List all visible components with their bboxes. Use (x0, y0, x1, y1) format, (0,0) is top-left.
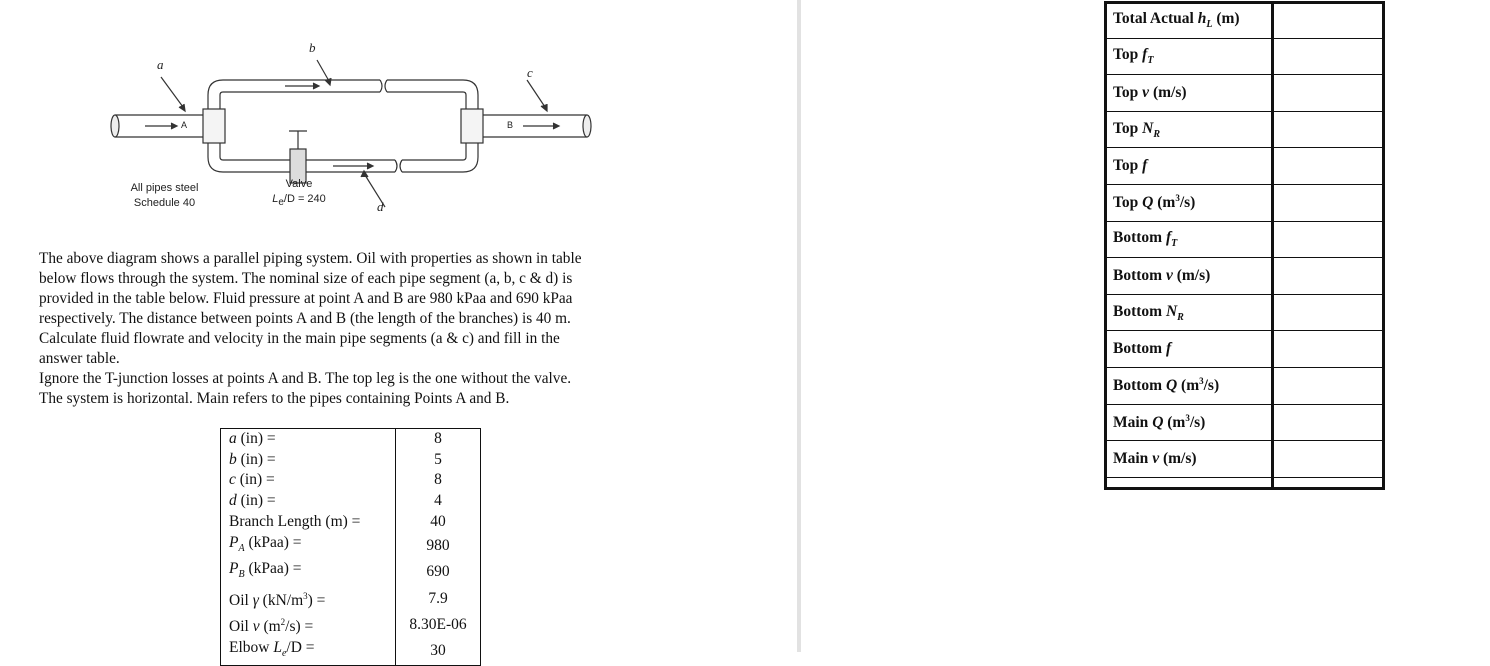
answer-row-top-v (1105, 75, 1385, 112)
given-value: 8 (396, 470, 481, 491)
answer-label: Main Q $(m^3/s)$ (1105, 404, 1274, 441)
given-row-branch-length (221, 512, 481, 533)
label-d: d (377, 199, 384, 214)
answer-row-top-nr (1105, 111, 1385, 148)
label-a: a (157, 57, 164, 72)
answer-table (1104, 1, 1385, 478)
given-row-b (221, 450, 481, 471)
p1-line: The above diagram shows a parallel piping system. Oil with properties as shown in table (39, 250, 582, 267)
label-c: c (527, 65, 533, 80)
answer-input-cell[interactable] (1274, 441, 1385, 478)
point-A: A (181, 120, 188, 130)
answer-input-cell[interactable] (1274, 404, 1385, 441)
answer-input-cell[interactable] (1274, 331, 1385, 368)
label-b: b (309, 40, 316, 55)
pipes-note-line1: All pipes steel (130, 182, 199, 194)
answer-row-bottom-q (1105, 367, 1385, 404)
answer-row-main-v (1105, 441, 1385, 478)
given-value: 30 (396, 638, 481, 665)
given-label: Elbow $L_e/D$ = (221, 638, 396, 665)
given-label: $P_A$ (kPaa) = (221, 533, 396, 560)
answer-row-top-ft (1105, 38, 1385, 75)
answer-label: Top v (m/s) (1105, 75, 1274, 112)
answer-row-bottom-ft (1105, 221, 1385, 258)
answer-input-cell[interactable] (1274, 294, 1385, 331)
given-label: c (in) = (221, 470, 396, 491)
given-value: 7.9 (396, 586, 481, 612)
p1-line: answer table. (39, 350, 120, 367)
answer-label: Top $N_R$ (1105, 111, 1274, 148)
given-value: 980 (396, 533, 481, 560)
pipes-note (117, 181, 212, 211)
given-label: Oil γ $(kN/m^3)$ = (221, 586, 396, 612)
answer-row-bottom-v (1105, 258, 1385, 295)
answer-row-total-hl (1105, 2, 1385, 39)
given-value: 690 (396, 559, 481, 586)
problem-paragraph-1 (39, 249, 667, 369)
given-value: 4 (396, 491, 481, 512)
answer-row-main-q (1105, 404, 1385, 441)
answer-input-cell[interactable] (1274, 184, 1385, 221)
given-label: Oil ν $(m^2/s)$ = (221, 612, 396, 638)
answer-input-cell[interactable] (1274, 111, 1385, 148)
p1-line: provided in the table below. Fluid pressure at point A and B are 980 kPaa and 690 kPaa (39, 290, 573, 307)
piping-diagram (95, 25, 625, 230)
answer-label: Main v (m/s) (1105, 441, 1274, 478)
p2-line: Ignore the T-junction losses at points A and B. The top leg is the one without the valve. (39, 370, 572, 387)
answer-input-cell[interactable] (1274, 75, 1385, 112)
p1-line: below flows through the system. The nominal size of each pipe segment (a, b, c & d) is (39, 270, 573, 287)
given-label: Branch Length (m) = (221, 512, 396, 533)
answer-input-cell[interactable] (1274, 221, 1385, 258)
answer-label: Bottom f (1105, 331, 1274, 368)
answer-label: Bottom v (m/s) (1105, 258, 1274, 295)
given-value: 8.30E-06 (396, 612, 481, 638)
valve-note (257, 177, 341, 210)
given-row-a (221, 429, 481, 450)
given-row-pb (221, 559, 481, 586)
given-row-elbow (221, 638, 481, 665)
answer-label: Top f (1105, 148, 1274, 185)
valve-note-line1: Valve (285, 178, 313, 190)
answer-row-top-q (1105, 184, 1385, 221)
answer-label: Top $f_T$ (1105, 38, 1274, 75)
given-label: b (in) = (221, 450, 396, 471)
answer-row-bottom-f (1105, 331, 1385, 368)
problem-paragraph-2 (39, 369, 667, 409)
answer-input-cell[interactable] (1274, 258, 1385, 295)
answer-input-cell[interactable] (1274, 2, 1385, 39)
answer-input-cell[interactable] (1274, 367, 1385, 404)
pipes-note-line2: Schedule 40 (133, 197, 196, 209)
answer-label: Total Actual $h_L$ (m) (1105, 2, 1274, 39)
answer-label: Bottom Q $(m^3/s)$ (1105, 367, 1274, 404)
given-label: d (in) = (221, 491, 396, 512)
given-value: 8 (396, 429, 481, 450)
given-row-nu (221, 612, 481, 638)
p2-line: The system is horizontal. Main refers to the pipes containing Points A and B. (39, 390, 510, 407)
answer-label: Bottom $N_R$ (1105, 294, 1274, 331)
point-B: B (507, 120, 514, 130)
given-label: $P_B$ (kPaa) = (221, 559, 396, 586)
given-row-d (221, 491, 481, 512)
given-label: a (in) = (221, 429, 396, 450)
given-row-c (221, 470, 481, 491)
answer-label: Top Q $(m^3/s)$ (1105, 184, 1274, 221)
given-value: 5 (396, 450, 481, 471)
answer-row-top-f (1105, 148, 1385, 185)
p1-line: respectively. The distance between points A and B (the length of the branches) is 40 m. (39, 310, 571, 327)
answer-row-bottom-nr (1105, 294, 1385, 331)
answer-label: Bottom $f_T$ (1105, 221, 1274, 258)
given-value: 40 (396, 512, 481, 533)
answer-input-cell[interactable] (1274, 148, 1385, 185)
given-row-pa (221, 533, 481, 560)
given-values-table (220, 428, 481, 666)
given-row-gamma (221, 586, 481, 612)
answer-input-cell[interactable] (1274, 38, 1385, 75)
valve-note-line2: $L_e/D = 240$ (272, 193, 326, 209)
p1-line: Calculate fluid flowrate and velocity in the main pipe segments (a & c) and fill in the (39, 330, 560, 347)
